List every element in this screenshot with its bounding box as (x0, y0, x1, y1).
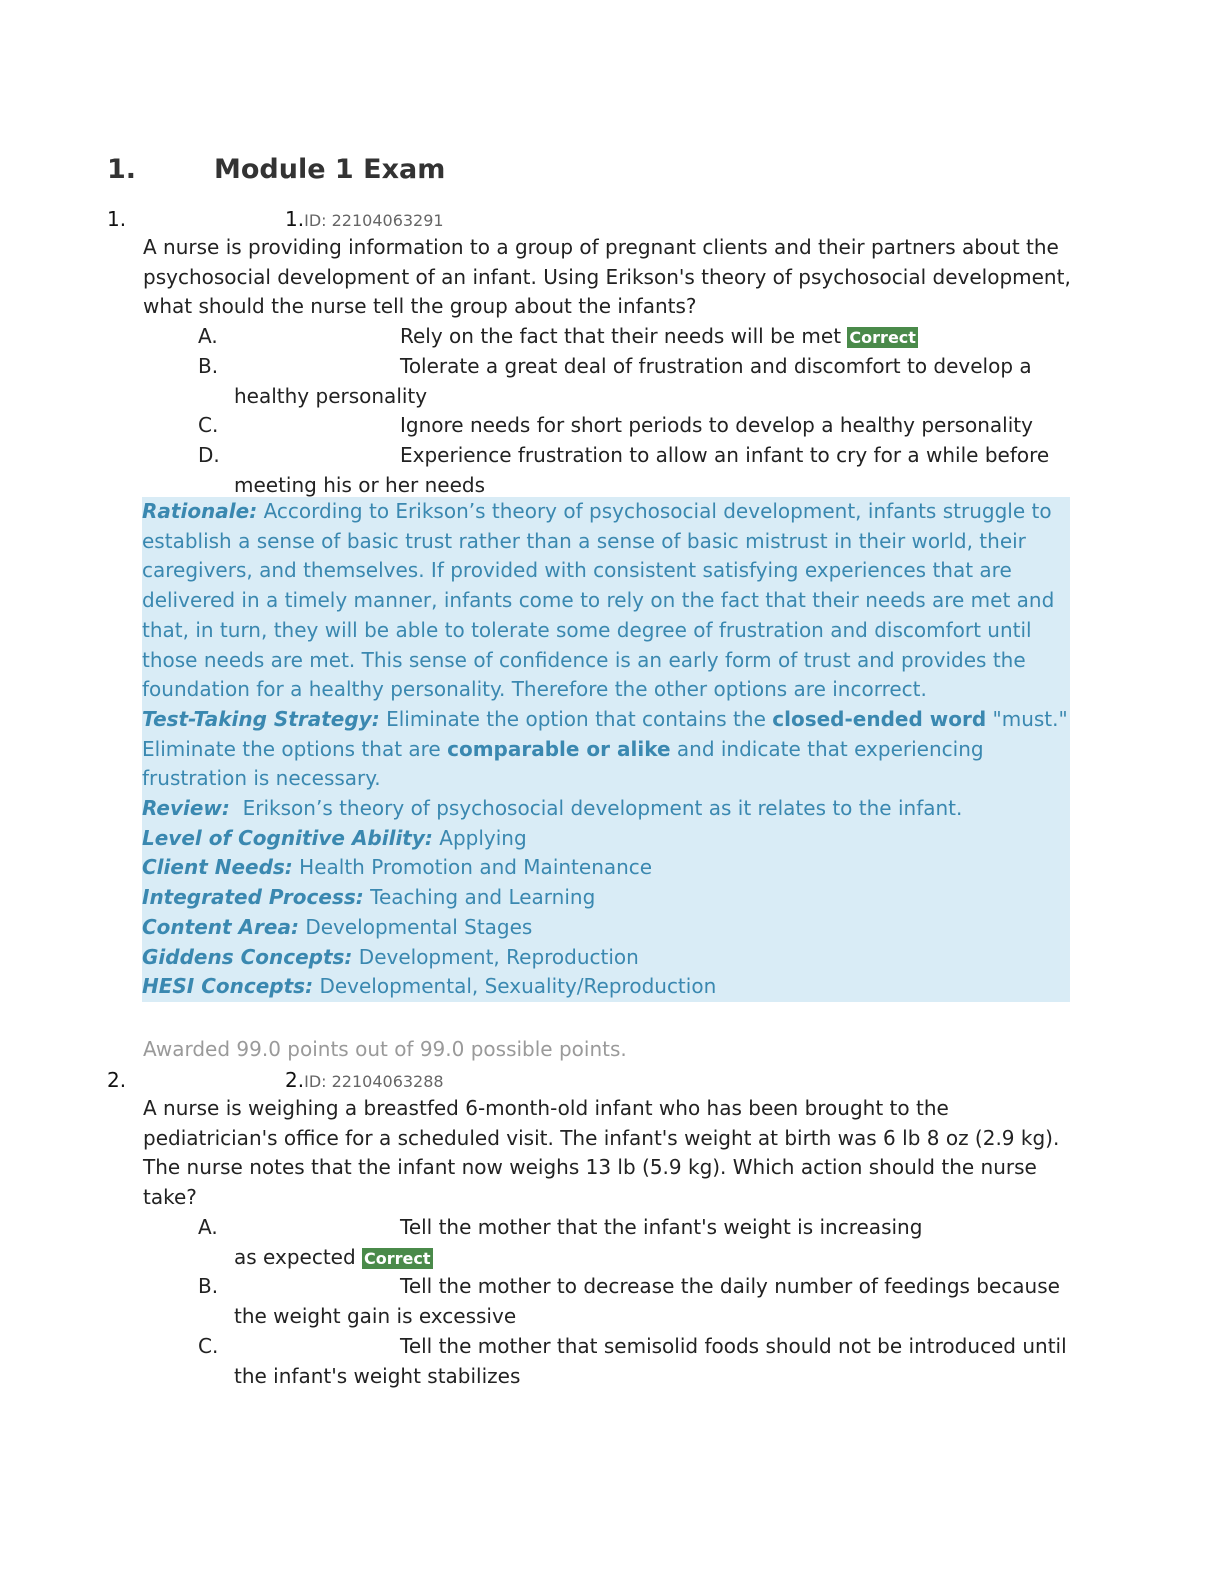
integrated-process-paragraph (142, 883, 1070, 913)
question-outer-number: 2. (107, 1068, 127, 1092)
strategy-text-1: Eliminate the option that contains the (386, 706, 766, 731)
option-letter: C. (198, 413, 219, 437)
question-1-option-b[interactable] (198, 352, 1078, 411)
question-2-stem: A nurse is weighing a breastfed 6-month-old infant who has been brought to the pediatrician's office for a scheduled visit. The infant's weight at birth was 6 lb 8 oz (2.9 kg). The nurse notes that the infant now weighs 13 lb (5.9 kg). Which action should the nurse take? (143, 1096, 1060, 1210)
hesi-text: Developmental, Sexuality/Reproduction (319, 974, 717, 999)
option-text: Tell the mother to decrease the daily number of feedings because the weight gain is excessive (234, 1274, 1060, 1328)
strategy-bold-2: comparable or alike (447, 736, 671, 761)
correct-badge: Correct (849, 328, 916, 347)
strategy-text-2: "must." Eliminate the options that are (142, 706, 1068, 761)
rationale-text: According to Erikson’s theory of psychosocial development, infants struggle to establish a sense of basic trust rather than a sense of basic mistrust in their world, their caregivers, and themselves. If provided with consistent satisfying experiences that are delivered in a timely manner, infants come to rely on the fact that their needs are met and that, in turn, they will be able to tolerate some degree of frustration and discomfort until those needs are met. This sense of confidence is an early form of trust and provides the foundation for a healthy personality. Therefore the other options are incorrect. (142, 499, 1055, 702)
content-area-paragraph (142, 913, 1070, 943)
option-letter: D. (198, 443, 220, 467)
exam-heading-title: Module 1 Exam (214, 154, 446, 185)
giddens-text: Development, Reproduction (358, 944, 639, 969)
rationale-label: Rationale: (142, 499, 258, 523)
rationale-paragraph (142, 497, 1070, 705)
option-text: Tolerate a great deal of frustration and discomfort to develop a healthy personality (234, 354, 1032, 408)
question-inner-number: 1. (285, 207, 305, 231)
strategy-label: Test-Taking Strategy: (142, 706, 380, 731)
giddens-paragraph (142, 943, 1070, 973)
option-letter: A. (198, 1215, 218, 1239)
question-1-option-d[interactable] (198, 441, 1078, 500)
option-text: Experience frustration to allow an infant to cry for a while before meeting his or her needs (234, 443, 1050, 497)
review-text: Erikson’s theory of psychosocial development as it relates to the infant. (242, 796, 963, 821)
option-letter: C. (198, 1334, 219, 1358)
strategy-paragraph (142, 705, 1070, 794)
question-outer-number: 1. (107, 207, 127, 231)
option-letter: B. (198, 1274, 219, 1298)
option-text: Tell the mother that the infant's weight is increasing as expected (234, 1215, 923, 1269)
option-text: Ignore needs for short periods to develop a healthy personality (400, 413, 1033, 437)
review-paragraph (142, 794, 1070, 824)
cognitive-level-text: Applying (439, 825, 527, 850)
question-1-stem: A nurse is providing information to a group of pregnant clients and their partners about the psychosocial development of an infant. Using Erikson's theory of psychosocial development, what should the nurse tell the group about the infants? (143, 235, 1071, 319)
integrated-process-label: Integrated Process: (142, 885, 364, 910)
question-id: ID: 22104063291 (304, 211, 444, 230)
question-id: ID: 22104063288 (304, 1072, 444, 1091)
question-2-option-b[interactable] (198, 1272, 1078, 1331)
cognitive-level-label: Level of Cognitive Ability: (142, 825, 433, 850)
option-text: Rely on the fact that their needs will be met (400, 324, 842, 348)
exam-heading-number: 1. (107, 154, 137, 185)
strategy-text-3: and indicate that experiencing frustration is necessary. (142, 736, 984, 791)
option-text: Tell the mother that semisolid foods should not be introduced until the infant's weight stabilizes (234, 1334, 1067, 1388)
review-label: Review: (142, 796, 230, 821)
integrated-process-text: Teaching and Learning (370, 885, 596, 910)
content-area-label: Content Area: (142, 914, 299, 939)
correct-badge: Correct (364, 1248, 431, 1268)
question-id-line (285, 207, 444, 231)
question-2-option-a[interactable] (198, 1213, 938, 1273)
cognitive-level-paragraph (142, 824, 1070, 854)
option-letter: A. (198, 324, 218, 348)
client-needs-label: Client Needs: (142, 855, 293, 880)
option-letter: B. (198, 354, 219, 378)
hesi-label: HESI Concepts: (142, 974, 314, 999)
question-inner-number: 2. (285, 1068, 305, 1092)
question-1-option-a[interactable] (198, 322, 1078, 353)
client-needs-text: Health Promotion and Maintenance (299, 855, 653, 880)
giddens-label: Giddens Concepts: (142, 944, 353, 969)
question-1-option-c[interactable] (198, 411, 1078, 441)
strategy-bold-1: closed-ended word (772, 706, 987, 731)
question-2-option-c[interactable] (198, 1332, 1078, 1391)
rationale-box (142, 497, 1070, 1002)
content-area-text: Developmental Stages (305, 914, 533, 939)
client-needs-paragraph (142, 853, 1070, 883)
question-id-line (285, 1068, 444, 1092)
points-awarded: Awarded 99.0 points out of 99.0 possible points. (143, 1037, 627, 1061)
hesi-paragraph (142, 972, 1070, 1002)
